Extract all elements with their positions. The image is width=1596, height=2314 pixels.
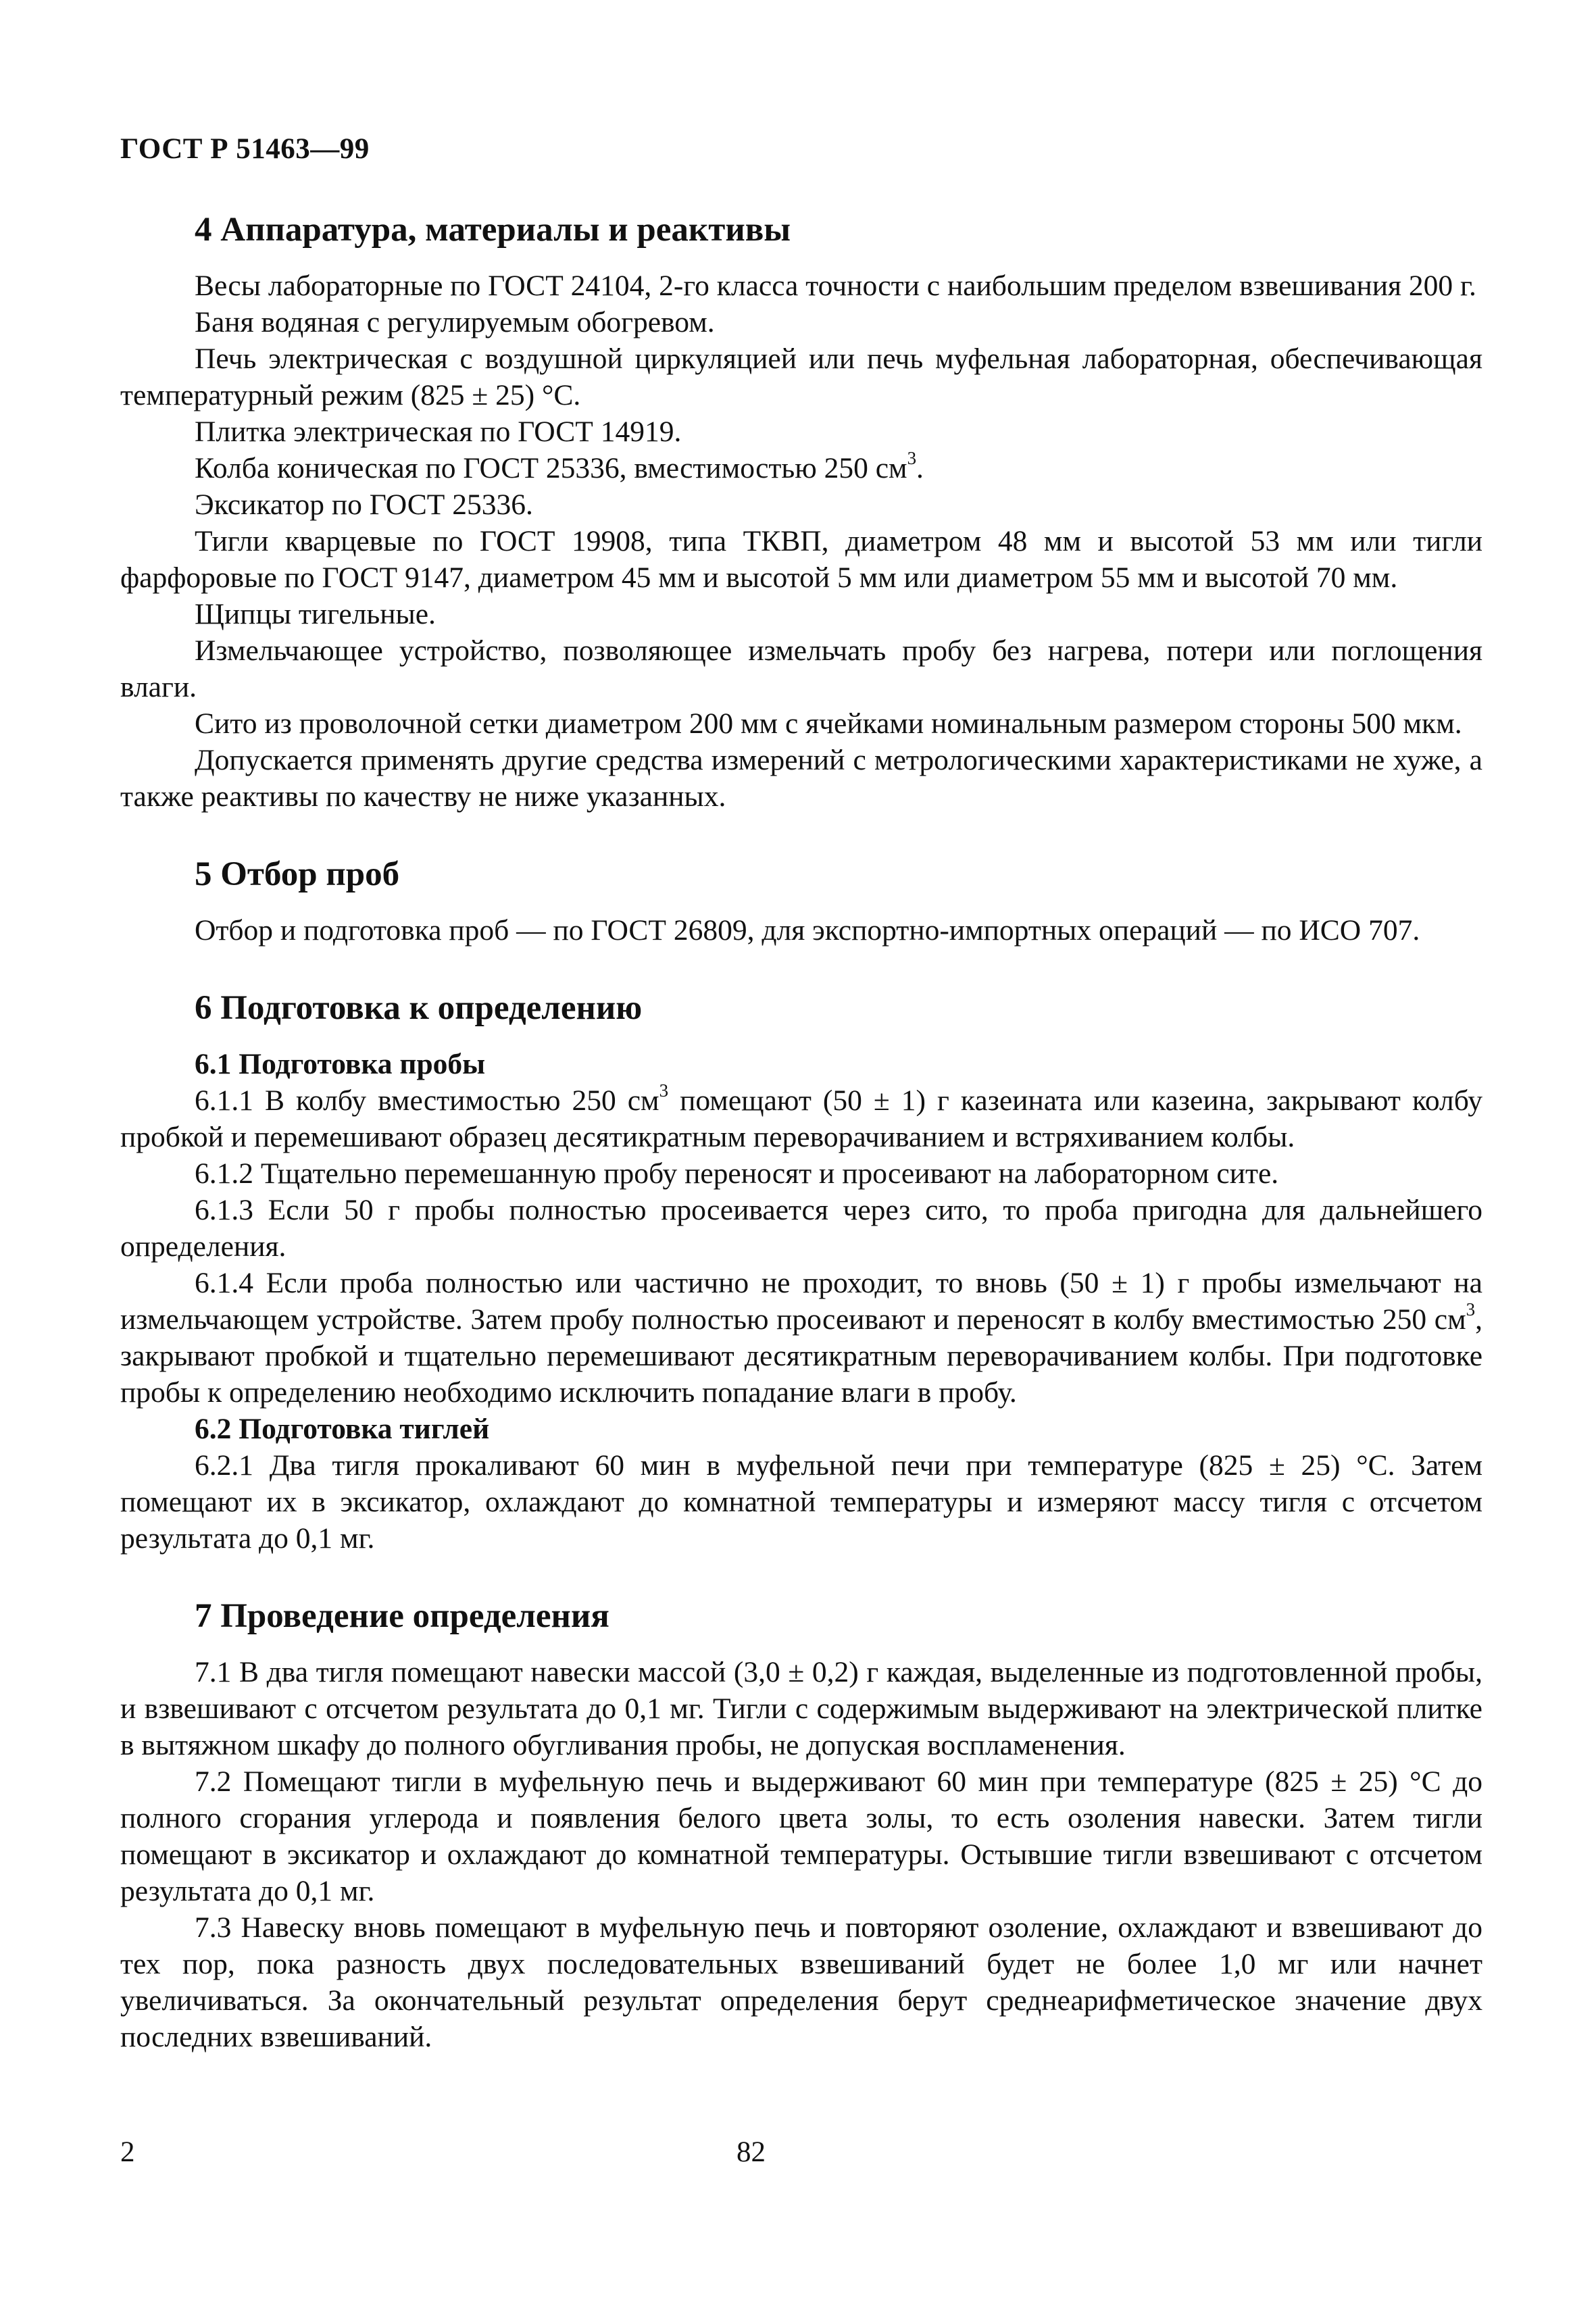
paragraph: Отбор и подготовка проб — по ГОСТ 26809, для экспортно-импортных операций — по ИСО 707. bbox=[195, 914, 1420, 947]
paragraph-6-1-2: 6.1.2 Тщательно перемешанную пробу переносят и просеивают на лабораторном сите. bbox=[195, 1157, 1279, 1190]
sheet-number: 82 bbox=[737, 2136, 766, 2168]
paragraph: Сито из проволочной сетки диаметром 200 мм с ячейками номинальным размером стороны 500 мкм. bbox=[195, 707, 1462, 740]
paragraph-6-1-1 bbox=[120, 1082, 1482, 1155]
section-7-title: 7 Проведение определения bbox=[195, 1597, 609, 1635]
section-4-title: 4 Аппаратура, материалы и реактивы bbox=[195, 211, 791, 249]
paragraph-6-1-3: 6.1.3 Если 50 г пробы полностью просеивается через сито, то проба пригодна для дальнейшего определения. bbox=[120, 1194, 1482, 1263]
document-body bbox=[120, 209, 1482, 2055]
paragraph: Допускается применять другие средства измерений с метрологическими характеристиками не хуже, а также реактивы по качеству не ниже указанных. bbox=[120, 744, 1482, 813]
text-run: 6.1.1 В колбу вместимостью 250 см bbox=[195, 1084, 659, 1117]
paragraph-6-1-4 bbox=[120, 1265, 1482, 1411]
paragraph-7-1: 7.1 В два тигля помещают навески массой (3,0 ± 0,2) г каждая, выделенные из подготовленной пробы, и взвешивают с отсчетом результата до 0,1 мг. Тигли с содержимым выдерживают на электрической плитке в вытяжном шкафу до полного обугливания пробы, не допуская воспламенения. bbox=[120, 1656, 1482, 1761]
superscript: 3 bbox=[1466, 1299, 1476, 1319]
paragraph-7-2: 7.2 Помещают тигли в муфельную печь и выдерживают 60 мин при температуре (825 ± 25) °С до полного сгорания углерода и появления белого цвета золы, то есть озоления навески. Затем тигли помещают в эксикатор и охлаждают до комнатной температуры. Остывшие тигли взвешивают с отсчетом результата до 0,1 мг. bbox=[120, 1765, 1482, 1907]
text-run: Колба коническая по ГОСТ 25336, вместимостью 250 см bbox=[195, 452, 907, 484]
text-run: помещают (50 ± 1) г казеината или казеина, закрывают колбу пробкой и перемешивают образец десятикратным переворачиванием и встряхиванием колбы. bbox=[120, 1084, 1482, 1153]
document-id: ГОСТ Р 51463—99 bbox=[120, 133, 370, 165]
superscript: 3 bbox=[907, 447, 917, 468]
subsection-6-2-title: 6.2 Подготовка тиглей bbox=[195, 1413, 490, 1445]
paragraph-7-3: 7.3 Навеску вновь помещают в муфельную печь и повторяют озоление, охлаждают и взвешивают до тех пор, пока разность двух последовательных взвешиваний будет не более 1,0 мг или начнет увеличиваться. За окончательный результат определения берут среднеарифметическое значение двух последних взвешиваний. bbox=[120, 1911, 1482, 2053]
paragraph-flask bbox=[120, 447, 1482, 486]
paragraph: Печь электрическая с воздушной циркуляцией или печь муфельная лабораторная, обеспечивающая температурный режим (825 ± 25) °С. bbox=[120, 343, 1482, 411]
text-run: , закрывают пробкой и тщательно перемешивают десятикратным переворачиванием колбы. При подготовке пробы к определению необходимо исключить попадание влаги в пробу. bbox=[120, 1303, 1482, 1409]
section-6-title: 6 Подготовка к определению bbox=[195, 989, 643, 1027]
paragraph: Весы лабораторные по ГОСТ 24104, 2-го класса точности с наибольшим пределом взвешивания 200 г. bbox=[195, 270, 1476, 302]
paragraph: Щипцы тигельные. bbox=[195, 598, 436, 630]
paragraph-6-2-1: 6.2.1 Два тигля прокаливают 60 мин в муфельной печи при температуре (825 ± 25) °С. Затем помещают их в эксикатор, охлаждают до комнатной температуры и измеряют массу тигля с отсчетом результата до 0,1 мг. bbox=[120, 1449, 1482, 1555]
text-run: . bbox=[916, 452, 924, 484]
text-run: 6.1.4 Если проба полностью или частично не проходит, то вновь (50 ± 1) г пробы измельчают на измельчающем устройстве. Затем пробу полностью просеивают и переносят в колбу вместимостью 250 см bbox=[120, 1267, 1482, 1336]
paragraph: Баня водяная с регулируемым обогревом. bbox=[195, 306, 715, 338]
page-number: 2 bbox=[120, 2136, 135, 2168]
paragraph: Измельчающее устройство, позволяющее измельчать пробу без нагрева, потери или поглощения влаги. bbox=[120, 634, 1482, 703]
superscript: 3 bbox=[659, 1080, 669, 1101]
subsection-6-1-title: 6.1 Подготовка пробы bbox=[195, 1048, 486, 1080]
paragraph: Эксикатор по ГОСТ 25336. bbox=[195, 488, 533, 521]
section-5-title: 5 Отбор проб bbox=[195, 855, 400, 893]
paragraph: Тигли кварцевые по ГОСТ 19908, типа ТКВП, диаметром 48 мм и высотой 53 мм или тигли фарфоровые по ГОСТ 9147, диаметром 45 мм и высотой 5 мм или диаметром 55 мм и высотой 70 мм. bbox=[120, 525, 1482, 594]
paragraph: Плитка электрическая по ГОСТ 14919. bbox=[195, 416, 682, 448]
